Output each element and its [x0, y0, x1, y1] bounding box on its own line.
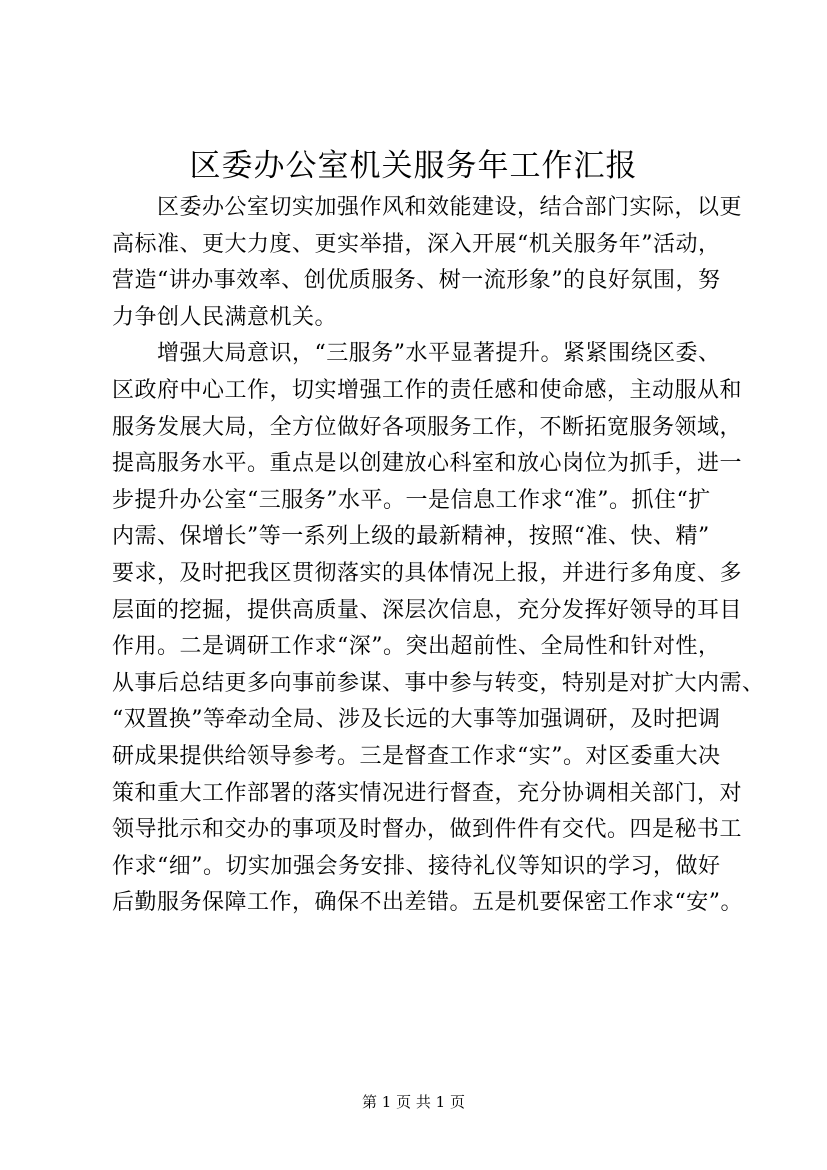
text-line: 领导批示和交办的事项及时督办，做到件件有交代。四是秘书工: [112, 817, 743, 843]
text-line: 作用。二是调研工作求“深”。突出超前性、全局性和针对性，: [112, 634, 721, 660]
text-line: 研成果提供给领导参考。三是督查工作求“实”。对区委重大决: [112, 743, 721, 769]
document-title: 区委办公室机关服务年工作汇报: [189, 148, 638, 184]
text-line: 高标准、更大力度、更实举措，深入开展“机关服务年”活动，: [112, 231, 721, 257]
text-line: 营造“讲办事效率、创优质服务、树一流形象”的良好氛围，努: [112, 268, 721, 294]
text-line: 要求，及时把我区贯彻落实的具体情况上报，并进行多角度、多: [112, 560, 743, 586]
text-line: 策和重大工作部署的落实情况进行督查，充分协调相关部门，对: [112, 780, 743, 806]
text-line: 区委办公室切实加强作风和效能建设，结合部门实际，以更: [112, 195, 743, 220]
text-line: 作求“细”。切实加强会务安排、接待礼仪等知识的学习，做好: [112, 853, 721, 879]
text-line: 从事后总结更多向事前参谋、事中参与转变，特别是对扩大内需、: [112, 670, 765, 696]
text-line: 步提升办公室“三服务”水平。一是信息工作求“准”。抓住“扩: [112, 487, 711, 513]
text-line: 层面的挖掘，提供高质量、深层次信息，充分发挥好领导的耳目: [112, 597, 743, 623]
page-footer: 第 1 页 共 1 页: [362, 1093, 465, 1111]
paragraph-1: [112, 190, 743, 336]
text-line: “双置换”等牵动全局、涉及长远的大事等加强调研，及时把调: [112, 707, 721, 733]
text-line: 提高服务水平。重点是以创建放心科室和放心岗位为抓手，进一: [112, 451, 743, 477]
text-line: 区政府中心工作，切实增强工作的责任感和使命感，主动服从和: [112, 377, 743, 403]
paragraph-2: [112, 336, 765, 922]
text-line: 内需、保增长”等一系列上级的最新精神，按照“准、快、精”: [112, 524, 710, 550]
text-line: 力争创人民满意机关。: [112, 304, 338, 330]
text-line: 增强大局意识，“三服务”水平显著提升。紧紧围绕区委、: [112, 341, 721, 367]
text-line: 后勤服务保障工作，确保不出差错。五是机要保密工作求“安”。: [112, 890, 743, 916]
document-body: [112, 190, 765, 922]
text-line: 服务发展大局，全方位做好各项服务工作，不断拓宽服务领域，: [112, 414, 743, 440]
